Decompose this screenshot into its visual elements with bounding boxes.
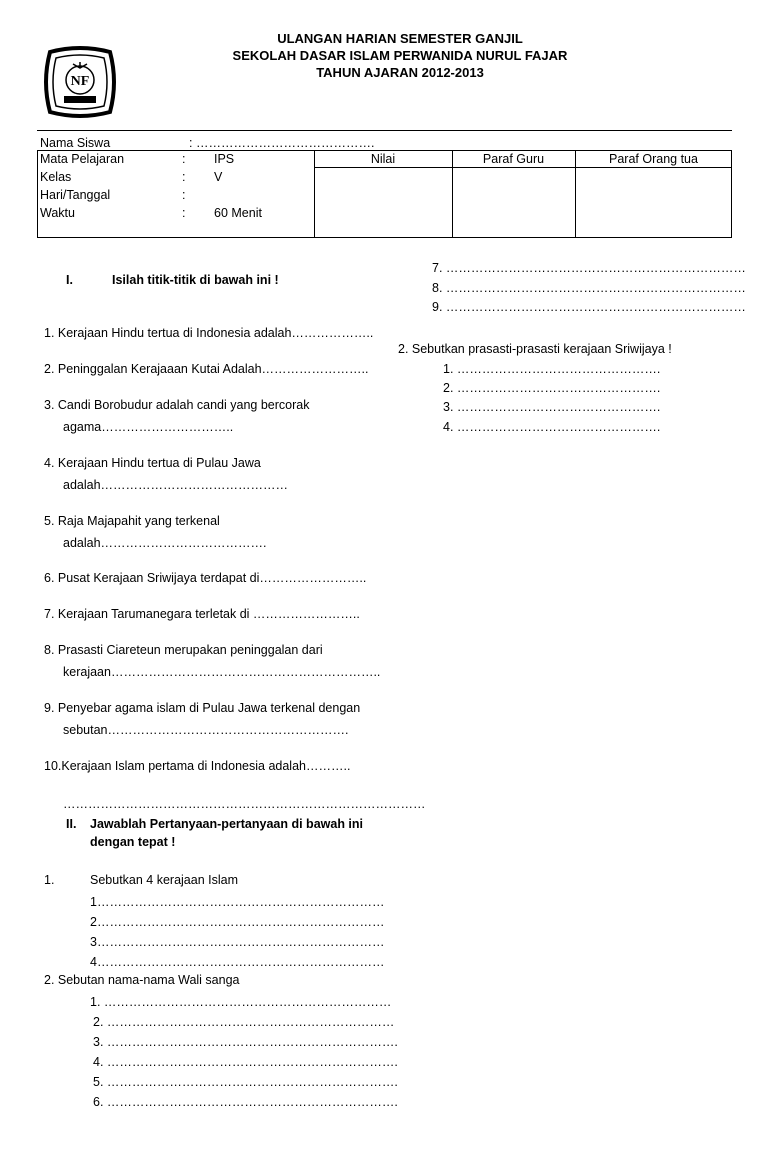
header-line2: SEKOLAH DASAR ISLAM PERWANIDA NURUL FAJAR [232,48,568,63]
section2-number: II. [66,817,77,831]
waktu-colon: : [182,206,186,220]
s2-q1-item: 3…………………………………………………………… [90,935,385,949]
question-9-answer: sebutan…………………………………………………. [63,723,349,737]
s2-q2-item: 6. ……………………………………………………………. [93,1095,398,1109]
s2-q3-item: 2. …………………………………………. [443,381,661,395]
s2-q2-item: 2. …………………………………………………………… [93,1015,395,1029]
question-8: 8. Prasasti Ciareteun merupakan peninggalan dari [44,643,323,657]
s2-q1-item: 1…………………………………………………………… [90,895,385,909]
question-3-answer: agama………………………….. [63,420,234,434]
col-nilai: Nilai [370,152,396,166]
section2-title-cont: dengan tepat ! [90,835,176,849]
question-3: 3. Candi Borobudur adalah candi yang bercorak [44,398,310,412]
mapel-colon: : [182,152,186,166]
kelas-colon: : [182,170,186,184]
nama-label: Nama Siswa [40,136,111,150]
col-paraf-ortu: Paraf Orang tua [609,152,698,166]
question-2: 2. Peninggalan Kerajaaan Kutai Adalah…………………….. [44,362,369,376]
mapel-value: IPS [214,152,235,166]
student-info-box [37,150,732,238]
s2-q2-item: 1. …………………………………………………………… [90,995,392,1009]
s2-q3-item: 1. …………………………………………. [443,362,661,376]
s2-q1-item: 4…………………………………………………………… [90,955,385,969]
mapel-label: Mata Pelajaran [40,152,125,166]
hari-label: Hari/Tanggal [40,188,111,202]
waktu-value: 60 Menit [214,206,262,220]
s2-question-2: 2. Sebutan nama-nama Wali sanga [44,973,240,987]
s2-q2-item: 9. ……………………………………………………………… [432,300,746,314]
kelas-value: V [214,170,223,184]
s2-q3-item: 3. …………………………………………. [443,400,661,414]
s2-question-1-number: 1. [44,873,55,887]
s2-question-1: Sebutkan 4 kerajaan Islam [90,873,239,887]
s2-q2-item: 3. ……………………………………………………………. [93,1035,398,1049]
question-9: 9. Penyebar agama islam di Pulau Jawa terkenal dengan [44,701,361,715]
question-10: 10.Kerajaan Islam pertama di Indonesia adalah……….. [44,759,351,773]
s2-q2-item: 5. ……………………………………………………………. [93,1075,398,1089]
nama-value: : ……………………………………. [189,136,375,150]
question-5-answer: adalah…………………………………. [63,536,267,550]
waktu-label: Waktu [40,206,75,220]
question-4: 4. Kerajaan Hindu tertua di Pulau Jawa [44,456,261,470]
s2-q2-item: 4. ……………………………………………………………. [93,1055,398,1069]
kelas-label: Kelas [40,170,72,184]
s2-question-3: 2. Sebutkan prasasti-prasasti kerajaan Sriwijaya ! [398,342,672,356]
logo-text: NF [70,74,90,89]
question-4-answer: adalah……………………………………… [63,478,289,492]
s2-q2-item: 8. ……………………………………………………………… [432,281,746,295]
header-divider [37,130,732,131]
s2-q1-item: 2…………………………………………………………… [90,915,385,929]
school-logo [40,42,120,122]
section2-title: Jawablah Pertanyaan-pertanyaan di bawah ini [90,817,364,831]
header-line3: TAHUN AJARAN 2012-2013 [316,65,484,80]
question-5: 5. Raja Majapahit yang terkenal [44,514,220,528]
question-1: 1. Kerajaan Hindu tertua di Indonesia adalah……………….. [44,326,374,340]
s2-q3-item: 4. …………………………………………. [443,420,661,434]
header-line1: ULANGAN HARIAN SEMESTER GANJIL [277,31,523,46]
hari-colon: : [182,188,186,202]
s2-q2-item: 7. ……………………………………………………………… [432,261,746,275]
exam-header [150,30,650,81]
section1-title: Isilah titik-titik di bawah ini ! [112,273,279,287]
col-paraf-guru: Paraf Guru [482,152,545,166]
question-7: 7. Kerajaan Tarumanegara terletak di …………………….. [44,607,360,621]
question-10-answer: …………………………………………………………………………… [63,797,426,811]
section1-number: I. [66,273,73,287]
question-6: 6. Pusat Kerajaan Sriwijaya terdapat di…………………….. [44,571,367,585]
question-8-answer: kerajaan……………………………………………………….. [63,665,381,679]
